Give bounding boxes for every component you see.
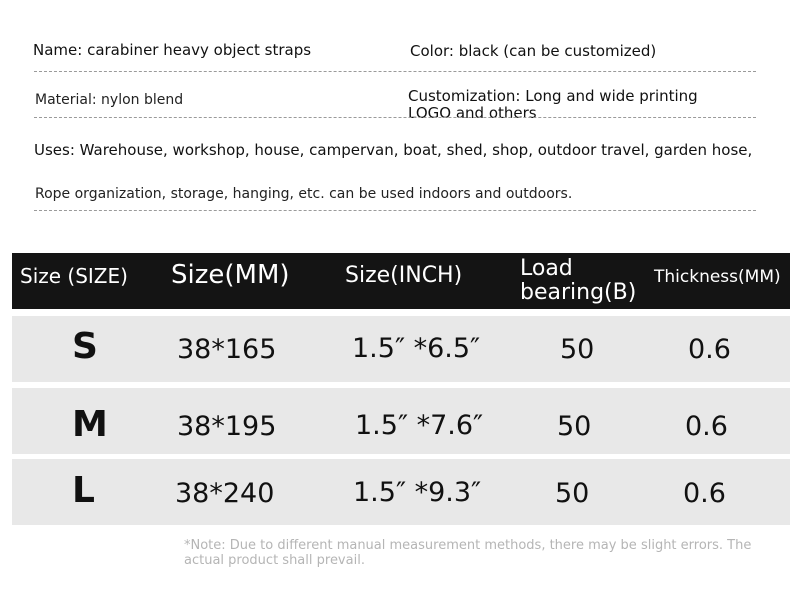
row-size: S: [72, 326, 98, 367]
row-size: L: [72, 470, 95, 511]
row-size-inch: 1.5″ *9.3″: [353, 477, 482, 508]
header-load-bearing: [520, 257, 636, 305]
divider: [34, 210, 756, 211]
size-table-header: [12, 253, 790, 309]
row-size-mm: 38*165: [177, 334, 277, 365]
header-load-line-1: Load: [520, 256, 573, 281]
product-material: Material: nylon blend: [35, 92, 184, 108]
row-load: 50: [555, 478, 590, 509]
header-size-inch: Size(INCH): [345, 263, 463, 288]
customization-line-2: LOGO and others: [408, 104, 537, 122]
row-size-inch: 1.5″ *6.5″: [352, 333, 481, 364]
table-row: [12, 388, 790, 454]
product-uses: Uses: Warehouse, workshop, house, campervan, boat, shed, shop, outdoor travel, garden hose,: [34, 141, 753, 159]
divider: [34, 71, 756, 72]
row-thickness: 0.6: [685, 411, 728, 442]
row-load: 50: [560, 334, 595, 365]
row-thickness: 0.6: [688, 334, 731, 365]
row-size: M: [72, 404, 108, 445]
product-uses-continued: Rope organization, storage, hanging, etc. can be used indoors and outdoors.: [35, 186, 573, 202]
row-size-inch: 1.5″ *7.6″: [355, 410, 484, 441]
header-size-mm: Size(MM): [171, 260, 290, 290]
header-size: Size (SIZE): [20, 264, 128, 288]
header-thickness: Thickness(MM): [654, 267, 781, 287]
row-thickness: 0.6: [683, 478, 726, 509]
table-row: [12, 316, 790, 382]
header-load-line-2: bearing(B): [520, 280, 637, 305]
divider: [34, 117, 756, 118]
row-size-mm: 38*240: [175, 478, 275, 509]
measurement-note: *Note: Due to different manual measurement methods, there may be slight errors. The actual product shall prevail.: [184, 538, 752, 568]
customization-line-1: Customization: Long and wide printing: [408, 87, 698, 105]
product-name: Name: carabiner heavy object straps: [33, 41, 312, 59]
product-color: Color: black (can be customized): [410, 42, 657, 60]
row-size-mm: 38*195: [177, 411, 277, 442]
row-load: 50: [557, 411, 592, 442]
table-row: [12, 459, 790, 525]
